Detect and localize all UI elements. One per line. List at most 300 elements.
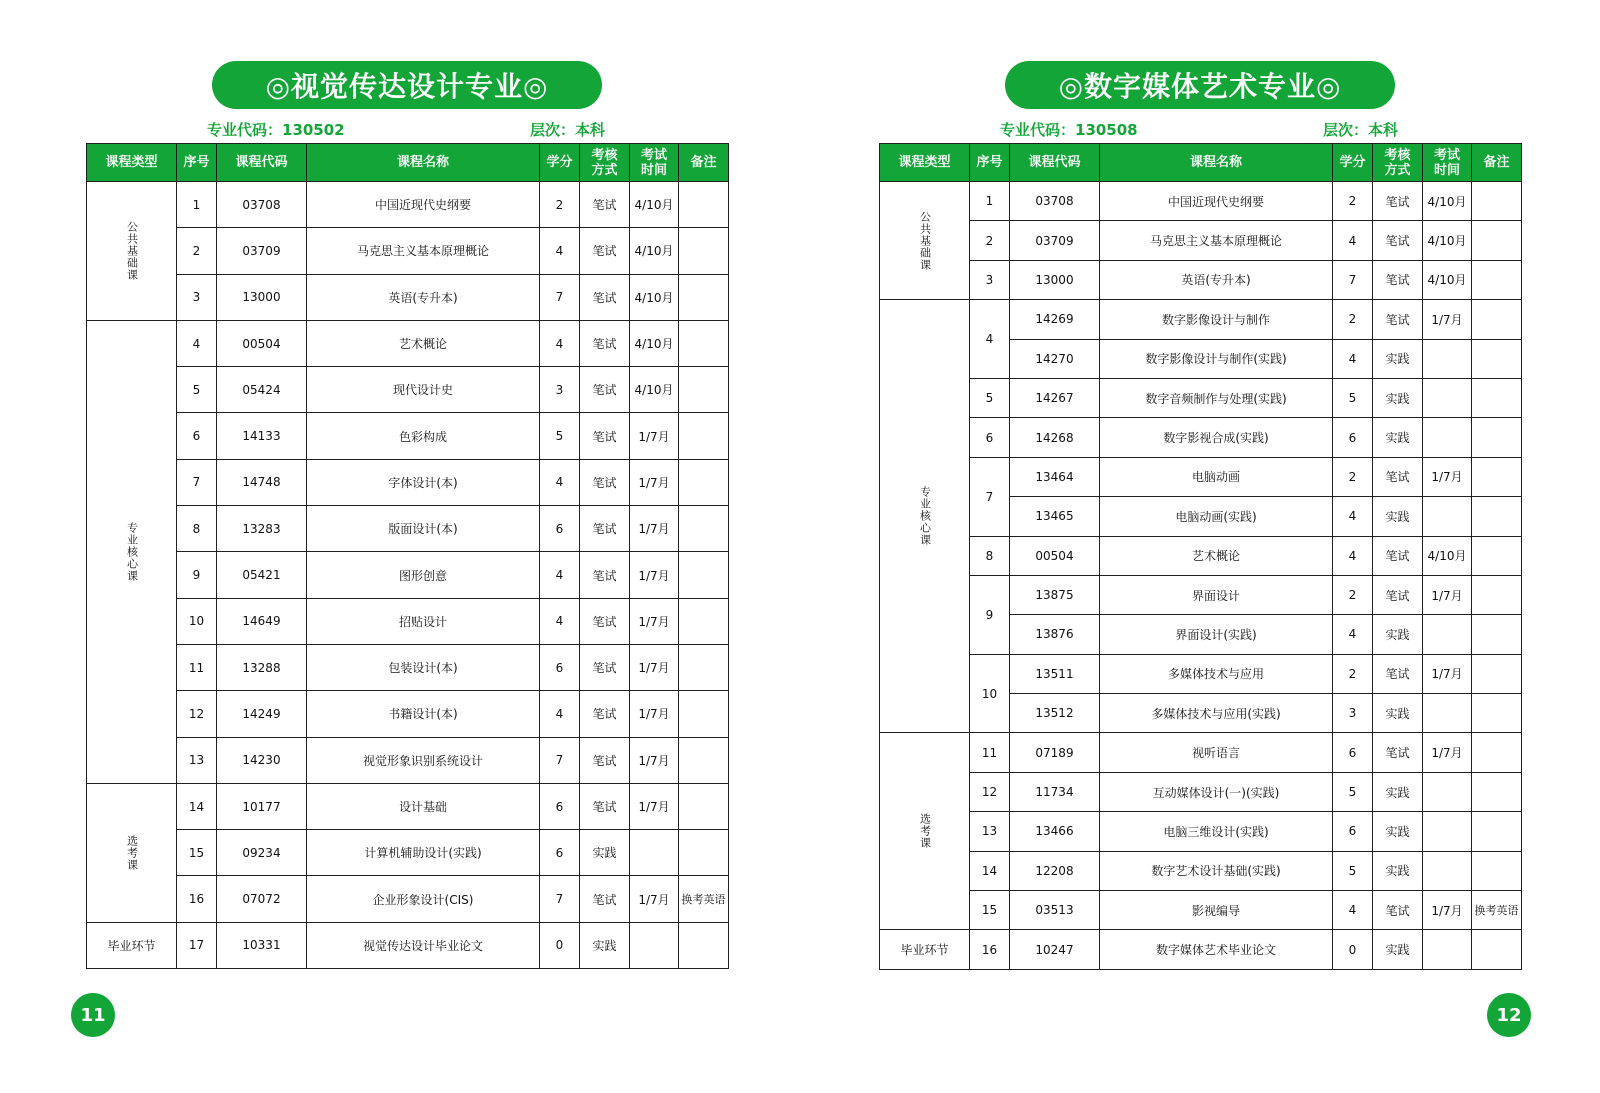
course-name-cell: 电脑三维设计(实践) <box>1100 812 1333 851</box>
course-code-cell: 00504 <box>1010 536 1100 575</box>
notes-cell <box>679 783 729 829</box>
course-code-cell: 14230 <box>217 737 307 783</box>
course-code-cell: 14267 <box>1010 378 1100 417</box>
table-row <box>87 320 729 366</box>
exam-time-cell: 1/7月 <box>630 644 679 690</box>
exam-method-cell: 实践 <box>1373 812 1423 851</box>
seq-cell: 6 <box>177 413 217 459</box>
course-code-cell: 14649 <box>217 598 307 644</box>
course-name-cell: 英语(专升本) <box>307 274 540 320</box>
table-row <box>87 459 729 505</box>
course-code-cell: 10247 <box>1010 930 1100 969</box>
credit-cell: 2 <box>1333 457 1373 496</box>
course-code-cell: 07072 <box>217 876 307 922</box>
exam-method-cell: 笔试 <box>580 367 630 413</box>
course-type-cell: 公共基础课 <box>880 182 970 300</box>
table-row <box>880 536 1522 575</box>
exam-method-cell: 笔试 <box>1373 300 1423 339</box>
notes-cell <box>1472 812 1522 851</box>
credit-cell: 5 <box>1333 772 1373 811</box>
notes-cell <box>679 182 729 228</box>
credit-cell: 0 <box>540 922 580 968</box>
seq-cell: 4 <box>177 320 217 366</box>
exam-time-cell: 1/7月 <box>1423 457 1472 496</box>
seq-cell: 15 <box>177 830 217 876</box>
exam-method-cell: 笔试 <box>580 691 630 737</box>
credit-cell: 6 <box>540 830 580 876</box>
header-seq: 序号 <box>970 144 1010 182</box>
course-name-cell: 中国近现代史纲要 <box>1100 182 1333 221</box>
table-row <box>880 457 1522 496</box>
notes-cell <box>679 413 729 459</box>
exam-method-cell: 实践 <box>1373 418 1423 457</box>
course-table <box>86 143 729 969</box>
level-label: 层次：本科 <box>1323 121 1399 139</box>
course-type-cell: 毕业环节 <box>87 922 177 968</box>
course-name-cell: 多媒体技术与应用 <box>1100 654 1333 693</box>
course-code-cell: 14133 <box>217 413 307 459</box>
exam-method-cell: 实践 <box>580 830 630 876</box>
course-name-cell: 数字影像设计与制作(实践) <box>1100 339 1333 378</box>
notes-cell: 换考英语 <box>679 876 729 922</box>
course-code-cell: 14249 <box>217 691 307 737</box>
course-type-cell: 选考课 <box>880 733 970 930</box>
header-exam-time: 考试时间 <box>630 144 679 182</box>
notes-cell <box>1472 733 1522 772</box>
course-name-cell: 界面设计 <box>1100 575 1333 614</box>
header-seq: 序号 <box>177 144 217 182</box>
exam-method-cell: 笔试 <box>1373 575 1423 614</box>
header-exam-method: 考核方式 <box>1373 144 1423 182</box>
credit-cell: 2 <box>540 182 580 228</box>
seq-cell: 6 <box>970 418 1010 457</box>
exam-time-cell: 1/7月 <box>630 737 679 783</box>
header-credit: 学分 <box>1333 144 1373 182</box>
table-row <box>87 737 729 783</box>
course-code-cell: 10177 <box>217 783 307 829</box>
exam-method-cell: 笔试 <box>1373 221 1423 260</box>
course-code-cell: 14268 <box>1010 418 1100 457</box>
table-row <box>87 922 729 968</box>
seq-cell: 10 <box>970 654 1010 733</box>
seq-cell: 3 <box>970 260 1010 299</box>
header-exam-method: 考核方式 <box>580 144 630 182</box>
exam-time-cell <box>1423 615 1472 654</box>
course-name-cell: 视觉形象识别系统设计 <box>307 737 540 783</box>
table-row <box>880 891 1522 930</box>
course-name-cell: 数字音频制作与处理(实践) <box>1100 378 1333 417</box>
course-name-cell: 艺术概论 <box>1100 536 1333 575</box>
table-row <box>87 552 729 598</box>
exam-method-cell: 笔试 <box>580 737 630 783</box>
credit-cell: 4 <box>540 552 580 598</box>
seq-cell: 3 <box>177 274 217 320</box>
notes-cell <box>1472 182 1522 221</box>
exam-time-cell <box>1423 812 1472 851</box>
table-row <box>880 851 1522 890</box>
table-row <box>880 733 1522 772</box>
course-name-cell: 影视编导 <box>1100 891 1333 930</box>
credit-cell: 4 <box>1333 221 1373 260</box>
exam-time-cell: 1/7月 <box>630 783 679 829</box>
course-name-cell: 多媒体技术与应用(实践) <box>1100 694 1333 733</box>
exam-method-cell: 笔试 <box>1373 182 1423 221</box>
seq-cell: 11 <box>177 644 217 690</box>
notes-cell <box>679 367 729 413</box>
exam-method-cell: 笔试 <box>580 320 630 366</box>
credit-cell: 4 <box>1333 891 1373 930</box>
credit-cell: 5 <box>1333 851 1373 890</box>
credit-cell: 5 <box>1333 378 1373 417</box>
course-name-cell: 书籍设计(本) <box>307 691 540 737</box>
course-code-cell: 07189 <box>1010 733 1100 772</box>
notes-cell <box>679 830 729 876</box>
major-title-pill: ◎视觉传达设计专业◎ <box>212 61 602 109</box>
exam-time-cell <box>1423 418 1472 457</box>
exam-time-cell: 4/10月 <box>1423 221 1472 260</box>
exam-time-cell: 1/7月 <box>1423 300 1472 339</box>
exam-method-cell: 笔试 <box>1373 457 1423 496</box>
course-code-cell: 13875 <box>1010 575 1100 614</box>
notes-cell <box>1472 851 1522 890</box>
table-header-row <box>87 144 729 182</box>
notes-cell <box>1472 575 1522 614</box>
credit-cell: 2 <box>1333 575 1373 614</box>
table-row <box>880 812 1522 851</box>
level-label: 层次：本科 <box>530 121 606 139</box>
table-row <box>87 598 729 644</box>
exam-method-cell: 实践 <box>1373 378 1423 417</box>
exam-time-cell <box>1423 497 1472 536</box>
course-code-cell: 12208 <box>1010 851 1100 890</box>
notes-cell <box>679 737 729 783</box>
header-course-name: 课程名称 <box>1100 144 1333 182</box>
exam-time-cell: 1/7月 <box>630 598 679 644</box>
header-notes: 备注 <box>679 144 729 182</box>
credit-cell: 4 <box>540 320 580 366</box>
exam-time-cell: 1/7月 <box>630 876 679 922</box>
notes-cell: 换考英语 <box>1472 891 1522 930</box>
seq-cell: 8 <box>177 506 217 552</box>
table-row <box>87 691 729 737</box>
course-name-cell: 计算机辅助设计(实践) <box>307 830 540 876</box>
course-type-cell: 专业核心课 <box>87 320 177 783</box>
exam-time-cell: 1/7月 <box>1423 575 1472 614</box>
table-row <box>87 506 729 552</box>
course-code-cell: 09234 <box>217 830 307 876</box>
notes-cell <box>1472 221 1522 260</box>
header-course-code: 课程代码 <box>217 144 307 182</box>
course-code-cell: 13000 <box>1010 260 1100 299</box>
table-row <box>87 644 729 690</box>
table-row <box>880 930 1522 969</box>
seq-cell: 10 <box>177 598 217 644</box>
notes-cell <box>1472 772 1522 811</box>
credit-cell: 4 <box>1333 536 1373 575</box>
exam-time-cell: 4/10月 <box>630 182 679 228</box>
seq-cell: 5 <box>177 367 217 413</box>
course-code-cell: 13465 <box>1010 497 1100 536</box>
credit-cell: 2 <box>1333 654 1373 693</box>
course-name-cell: 电脑动画(实践) <box>1100 497 1333 536</box>
exam-time-cell: 4/10月 <box>630 274 679 320</box>
credit-cell: 7 <box>540 274 580 320</box>
notes-cell <box>1472 418 1522 457</box>
header-notes: 备注 <box>1472 144 1522 182</box>
major-code-label: 专业代码：130502 <box>207 121 345 139</box>
page-right <box>800 0 1600 1093</box>
exam-time-cell <box>1423 772 1472 811</box>
table-row <box>880 654 1522 693</box>
course-name-cell: 数字艺术设计基础(实践) <box>1100 851 1333 890</box>
page-number-badge: 12 <box>1487 993 1531 1037</box>
exam-time-cell: 4/10月 <box>630 367 679 413</box>
credit-cell: 4 <box>540 598 580 644</box>
notes-cell <box>679 320 729 366</box>
table-header-row <box>880 144 1522 182</box>
course-code-cell: 13512 <box>1010 694 1100 733</box>
credit-cell: 4 <box>1333 497 1373 536</box>
course-table <box>879 143 1522 970</box>
credit-cell: 0 <box>1333 930 1373 969</box>
notes-cell <box>679 552 729 598</box>
seq-cell: 7 <box>970 457 1010 536</box>
exam-method-cell: 笔试 <box>580 182 630 228</box>
course-code-cell: 13511 <box>1010 654 1100 693</box>
credit-cell: 6 <box>1333 812 1373 851</box>
exam-method-cell: 笔试 <box>1373 654 1423 693</box>
exam-time-cell <box>1423 930 1472 969</box>
exam-time-cell: 1/7月 <box>1423 891 1472 930</box>
exam-method-cell: 笔试 <box>580 552 630 598</box>
notes-cell <box>1472 930 1522 969</box>
exam-method-cell: 笔试 <box>580 598 630 644</box>
course-name-cell: 数字影像设计与制作 <box>1100 300 1333 339</box>
table-row <box>87 830 729 876</box>
seq-cell: 2 <box>970 221 1010 260</box>
table-row <box>880 182 1522 221</box>
credit-cell: 6 <box>1333 733 1373 772</box>
table-row <box>880 378 1522 417</box>
table-row <box>880 575 1522 614</box>
exam-time-cell: 1/7月 <box>630 413 679 459</box>
exam-method-cell: 笔试 <box>1373 260 1423 299</box>
seq-cell: 14 <box>177 783 217 829</box>
notes-cell <box>679 644 729 690</box>
course-code-cell: 13876 <box>1010 615 1100 654</box>
credit-cell: 4 <box>540 691 580 737</box>
course-code-cell: 00504 <box>217 320 307 366</box>
notes-cell <box>1472 457 1522 496</box>
exam-time-cell <box>1423 694 1472 733</box>
exam-time-cell: 1/7月 <box>1423 654 1472 693</box>
course-name-cell: 数字影视合成(实践) <box>1100 418 1333 457</box>
exam-time-cell <box>1423 378 1472 417</box>
table-row <box>880 221 1522 260</box>
course-code-cell: 14748 <box>217 459 307 505</box>
exam-method-cell: 笔试 <box>580 274 630 320</box>
table-row <box>87 274 729 320</box>
notes-cell <box>1472 654 1522 693</box>
exam-method-cell: 实践 <box>1373 497 1423 536</box>
exam-method-cell: 笔试 <box>580 459 630 505</box>
seq-cell: 13 <box>177 737 217 783</box>
exam-method-cell: 笔试 <box>580 783 630 829</box>
course-name-cell: 互动媒体设计(一)(实践) <box>1100 772 1333 811</box>
credit-cell: 6 <box>540 644 580 690</box>
notes-cell <box>1472 339 1522 378</box>
seq-cell: 9 <box>970 575 1010 654</box>
exam-method-cell: 实践 <box>1373 930 1423 969</box>
course-name-cell: 中国近现代史纲要 <box>307 182 540 228</box>
credit-cell: 4 <box>540 228 580 274</box>
notes-cell <box>1472 260 1522 299</box>
header-exam-time: 考试时间 <box>1423 144 1472 182</box>
table-row <box>87 367 729 413</box>
course-code-cell: 14270 <box>1010 339 1100 378</box>
table-row <box>87 413 729 459</box>
course-code-cell: 10331 <box>217 922 307 968</box>
exam-method-cell: 笔试 <box>1373 733 1423 772</box>
notes-cell <box>679 459 729 505</box>
notes-cell <box>1472 694 1522 733</box>
credit-cell: 6 <box>540 506 580 552</box>
table-row <box>880 300 1522 339</box>
course-name-cell: 视觉传达设计毕业论文 <box>307 922 540 968</box>
credit-cell: 5 <box>540 413 580 459</box>
course-name-cell: 图形创意 <box>307 552 540 598</box>
exam-method-cell: 笔试 <box>580 876 630 922</box>
credit-cell: 7 <box>540 737 580 783</box>
credit-cell: 7 <box>1333 260 1373 299</box>
course-code-cell: 03708 <box>217 182 307 228</box>
notes-cell <box>1472 615 1522 654</box>
seq-cell: 13 <box>970 812 1010 851</box>
header-credit: 学分 <box>540 144 580 182</box>
table-row <box>880 418 1522 457</box>
notes-cell <box>1472 378 1522 417</box>
course-name-cell: 色彩构成 <box>307 413 540 459</box>
header-course-type: 课程类型 <box>87 144 177 182</box>
credit-cell: 2 <box>1333 300 1373 339</box>
seq-cell: 5 <box>970 378 1010 417</box>
exam-time-cell <box>1423 851 1472 890</box>
credit-cell: 3 <box>540 367 580 413</box>
course-type-cell: 专业核心课 <box>880 300 970 733</box>
course-code-cell: 13283 <box>217 506 307 552</box>
table-row <box>87 783 729 829</box>
seq-cell: 17 <box>177 922 217 968</box>
table-row <box>87 182 729 228</box>
seq-cell: 15 <box>970 891 1010 930</box>
notes-cell <box>1472 536 1522 575</box>
credit-cell: 3 <box>1333 694 1373 733</box>
exam-method-cell: 笔试 <box>1373 536 1423 575</box>
notes-cell <box>679 691 729 737</box>
course-type-cell: 公共基础课 <box>87 182 177 321</box>
course-code-cell: 13000 <box>217 274 307 320</box>
credit-cell: 4 <box>1333 339 1373 378</box>
major-code-label: 专业代码：130508 <box>1000 121 1138 139</box>
exam-method-cell: 笔试 <box>580 413 630 459</box>
table-row <box>880 260 1522 299</box>
credit-cell: 6 <box>1333 418 1373 457</box>
notes-cell <box>1472 300 1522 339</box>
seq-cell: 14 <box>970 851 1010 890</box>
course-type-cell: 毕业环节 <box>880 930 970 969</box>
seq-cell: 1 <box>970 182 1010 221</box>
exam-time-cell: 1/7月 <box>630 506 679 552</box>
course-code-cell: 14269 <box>1010 300 1100 339</box>
seq-cell: 16 <box>970 930 1010 969</box>
course-code-cell: 11734 <box>1010 772 1100 811</box>
notes-cell <box>1472 497 1522 536</box>
exam-time-cell: 4/10月 <box>630 320 679 366</box>
credit-cell: 4 <box>1333 615 1373 654</box>
course-code-cell: 03709 <box>1010 221 1100 260</box>
page-number-badge: 11 <box>71 993 115 1037</box>
notes-cell <box>679 922 729 968</box>
seq-cell: 11 <box>970 733 1010 772</box>
seq-cell: 8 <box>970 536 1010 575</box>
header-course-code: 课程代码 <box>1010 144 1100 182</box>
exam-time-cell <box>630 830 679 876</box>
exam-time-cell: 4/10月 <box>630 228 679 274</box>
course-name-cell: 艺术概论 <box>307 320 540 366</box>
course-name-cell: 视听语言 <box>1100 733 1333 772</box>
major-title-pill: ◎数字媒体艺术专业◎ <box>1005 61 1395 109</box>
exam-method-cell: 笔试 <box>1373 891 1423 930</box>
course-code-cell: 03708 <box>1010 182 1100 221</box>
notes-cell <box>679 598 729 644</box>
exam-method-cell: 笔试 <box>580 228 630 274</box>
course-name-cell: 包装设计(本) <box>307 644 540 690</box>
exam-time-cell: 4/10月 <box>1423 182 1472 221</box>
course-name-cell: 企业形象设计(CIS) <box>307 876 540 922</box>
seq-cell: 16 <box>177 876 217 922</box>
exam-method-cell: 实践 <box>1373 615 1423 654</box>
exam-time-cell: 1/7月 <box>630 459 679 505</box>
course-code-cell: 03709 <box>217 228 307 274</box>
table-row <box>87 876 729 922</box>
course-name-cell: 界面设计(实践) <box>1100 615 1333 654</box>
table-row <box>880 772 1522 811</box>
course-code-cell: 05424 <box>217 367 307 413</box>
exam-time-cell: 1/7月 <box>630 552 679 598</box>
exam-time-cell: 4/10月 <box>1423 260 1472 299</box>
exam-method-cell: 笔试 <box>580 506 630 552</box>
course-name-cell: 版面设计(本) <box>307 506 540 552</box>
seq-cell: 2 <box>177 228 217 274</box>
course-name-cell: 英语(专升本) <box>1100 260 1333 299</box>
course-name-cell: 设计基础 <box>307 783 540 829</box>
course-name-cell: 现代设计史 <box>307 367 540 413</box>
course-name-cell: 数字媒体艺术毕业论文 <box>1100 930 1333 969</box>
exam-time-cell: 1/7月 <box>1423 733 1472 772</box>
credit-cell: 2 <box>1333 182 1373 221</box>
notes-cell <box>679 506 729 552</box>
header-course-type: 课程类型 <box>880 144 970 182</box>
exam-method-cell: 笔试 <box>580 644 630 690</box>
course-name-cell: 马克思主义基本原理概论 <box>1100 221 1333 260</box>
course-code-cell: 13288 <box>217 644 307 690</box>
exam-method-cell: 实践 <box>1373 339 1423 378</box>
exam-method-cell: 实践 <box>1373 772 1423 811</box>
notes-cell <box>679 274 729 320</box>
credit-cell: 4 <box>540 459 580 505</box>
header-course-name: 课程名称 <box>307 144 540 182</box>
exam-time-cell: 1/7月 <box>630 691 679 737</box>
